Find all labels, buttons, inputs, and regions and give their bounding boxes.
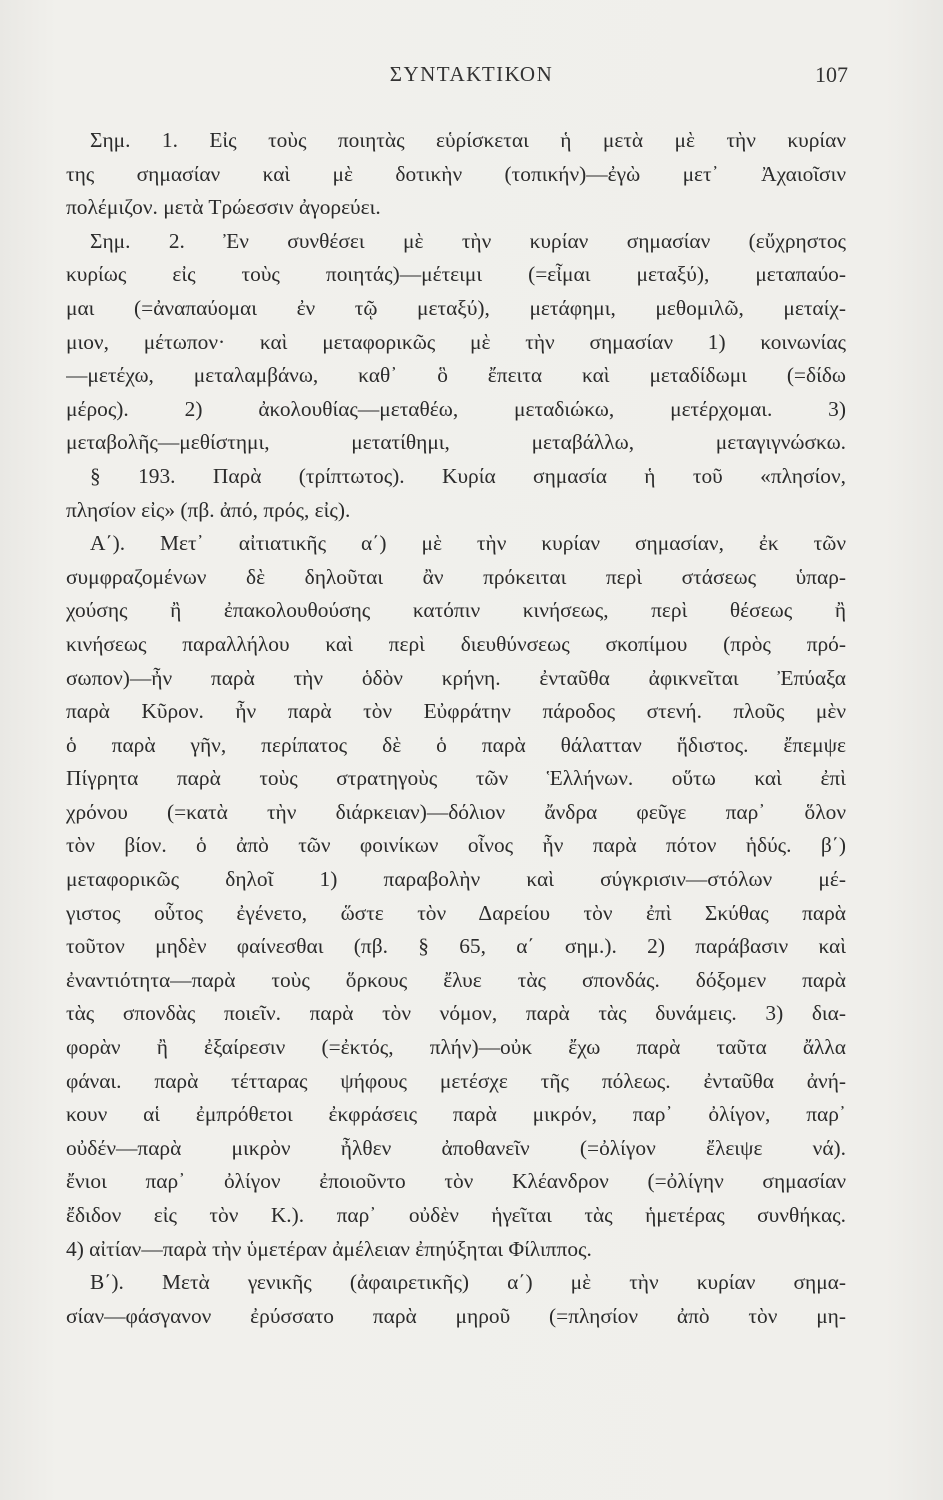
- text-line: κυρίως εἰς τοὺς ποιητάς)—μέτειμι (=εἶμαι μεταξύ), μεταπαύο-: [66, 262, 846, 287]
- text-line: ὁ παρὰ γῆν, περίπατος δὲ ὁ παρὰ θάλατταν ἥδιστος. ἔπεμψε: [66, 732, 846, 757]
- text-line: μέρος). 2) ἀκολουθίας—μεταθέω, μεταδιώκω, μετέρχομαι. 3): [66, 396, 846, 421]
- text-line: Πίγρητα παρὰ τοὺς στρατηγοὺς τῶν Ἑλλήνων. οὕτω καὶ ἐπὶ: [66, 766, 846, 791]
- text-line: γιστος οὗτος ἐγένετο, ὥστε τὸν Δαρείου τὸν ἐπὶ Σκύθας παρὰ: [66, 900, 846, 925]
- running-title: ΣΥΝΤΑΚΤΙΚΟΝ: [389, 62, 554, 86]
- text-line: ἐναντιότητα—παρὰ τοὺς ὅρκους ἔλυε τὰς σπονδάς. δόξομεν παρὰ: [66, 967, 846, 992]
- text-line: Σημ. 1. Εἰς τοὺς ποιητὰς εὑρίσκεται ἡ μετὰ μὲ τὴν κυρίαν: [90, 128, 846, 152]
- text-line: παρὰ Κῦρον. ἦν παρὰ τὸν Εὐφράτην πάροδος στενή. πλοῦς μὲν: [66, 699, 846, 724]
- text-line: φορὰν ἢ ἐξαίρεσιν (=ἐκτός, πλήν)—οὐκ ἔχω παρὰ ταῦτα ἄλλα: [66, 1035, 846, 1060]
- text-line: μαι (=ἀναπαύομαι ἐν τῷ μεταξύ), μετάφημι, μεθομιλῶ, μεταίχ-: [66, 295, 846, 320]
- text-line: Β΄). Μετὰ γενικῆς (ἀφαιρετικῆς) α΄) μὲ τὴν κυρίαν σημα-: [90, 1270, 846, 1295]
- text-line: μεταβολῆς—μεθίστημι, μετατίθημι, μεταβάλλω, μεταγιγνώσκω.: [66, 430, 846, 455]
- text-line: —μετέχω, μεταλαμβάνω, καθ᾽ ὃ ἔπειτα καὶ μεταδίδωμι (=δίδω: [66, 363, 846, 388]
- text-line: συμφραζομένων δὲ δηλοῦται ἂν πρόκειται περὶ στάσεως ὑπαρ-: [66, 564, 846, 589]
- text-line: Α΄). Μετ᾽ αἰτιατικῆς α΄) μὲ τὴν κυρίαν σημασίαν, ἐκ τῶν: [90, 531, 846, 556]
- text-line: χούσης ἢ ἐπακολουθούσης κατόπιν κινήσεως, περὶ θέσεως ἢ: [66, 598, 846, 623]
- text-line: κουν αἱ ἐμπρόθετοι ἐκφράσεις παρὰ μικρόν, παρ᾽ ὀλίγον, παρ᾽: [66, 1102, 846, 1127]
- page-number: 107: [815, 62, 848, 87]
- text-line: μεταφορικῶς δηλοῖ 1) παραβολὴν καὶ σύγκρισιν—στόλων μέ-: [66, 867, 846, 892]
- text-line: της σημασίαν καὶ μὲ δοτικὴν (τοπικήν)—ἐγὼ μετ᾽ Ἀχαιοῖσιν: [66, 161, 846, 186]
- text-line: τὰς σπονδὰς ποιεῖν. παρὰ τὸν νόμον, παρὰ τὰς δυνάμεις. 3) δια-: [66, 1001, 846, 1026]
- text-line: πλησίον εἰς» (πβ. ἀπό, πρός, εἰς).: [66, 497, 351, 522]
- text-line: μιον, μέτωπον· καὶ μεταφορικῶς μὲ τὴν σημασίαν 1) κοινωνίας: [66, 329, 846, 354]
- text-line: σίαν—φάσγανον ἐρύσσατο παρὰ μηροῦ (=πλησίον ἀπὸ τὸν μη-: [66, 1303, 846, 1328]
- text-line: § 193. Παρὰ (τρίπτωτος). Κυρία σημασία ἡ τοῦ «πλησίον,: [90, 463, 846, 488]
- text-line: κινήσεως παραλλήλου καὶ περὶ διευθύνσεως σκοπίμου (πρὸς πρό-: [66, 631, 846, 656]
- text-line: ἔνιοι παρ᾽ ὀλίγον ἐποιοῦντο τὸν Κλέανδρον (=ὀλίγην σημασίαν: [66, 1169, 846, 1194]
- text-line: ἔδιδον εἰς τὸν Κ.). παρ᾽ οὐδὲν ἡγεῖται τὰς ἡμετέρας συνθήκας.: [66, 1203, 846, 1227]
- text-line: σωπον)—ἦν παρὰ τὴν ὁδὸν κρήνη. ἐνταῦθα ἀφικνεῖται Ἐπύαξα: [66, 665, 846, 690]
- text-line: τὸν βίον. ὁ ἀπὸ τῶν φοινίκων οἶνος ἦν παρὰ πότον ἡδύς. β΄): [66, 833, 846, 858]
- text-line: οὐδέν—παρὰ μικρὸν ἦλθεν ἀποθανεῖν (=ὀλίγον ἔλειψε νά).: [66, 1135, 846, 1160]
- text-line: τοῦτον μηδὲν φαίνεσθαι (πβ. § 65, α΄ σημ.). 2) παράβασιν καὶ: [66, 934, 846, 959]
- text-line: χρόνου (=κατὰ τὴν διάρκειαν)—δόλιον ἄνδρα φεῦγε παρ᾽ ὅλον: [66, 799, 846, 824]
- text-line: πολέμιζον. μετὰ Τρώεσσιν ἀγορεύει.: [66, 195, 381, 220]
- body-text: [66, 124, 846, 1333]
- text-line: 4) αἰτίαν—παρὰ τὴν ὑμετέραν ἀμέλειαν ἐπηύξηται Φίλιππος.: [66, 1236, 592, 1261]
- page-header: [95, 62, 848, 96]
- text-line: Σημ. 2. Ἐν συνθέσει μὲ τὴν κυρίαν σημασίαν (εὔχρηστος: [90, 228, 846, 253]
- text-line: φάναι. παρὰ τέτταρας ψήφους μετέσχε τῆς πόλεως. ἐνταῦθα ἀνή-: [66, 1068, 846, 1093]
